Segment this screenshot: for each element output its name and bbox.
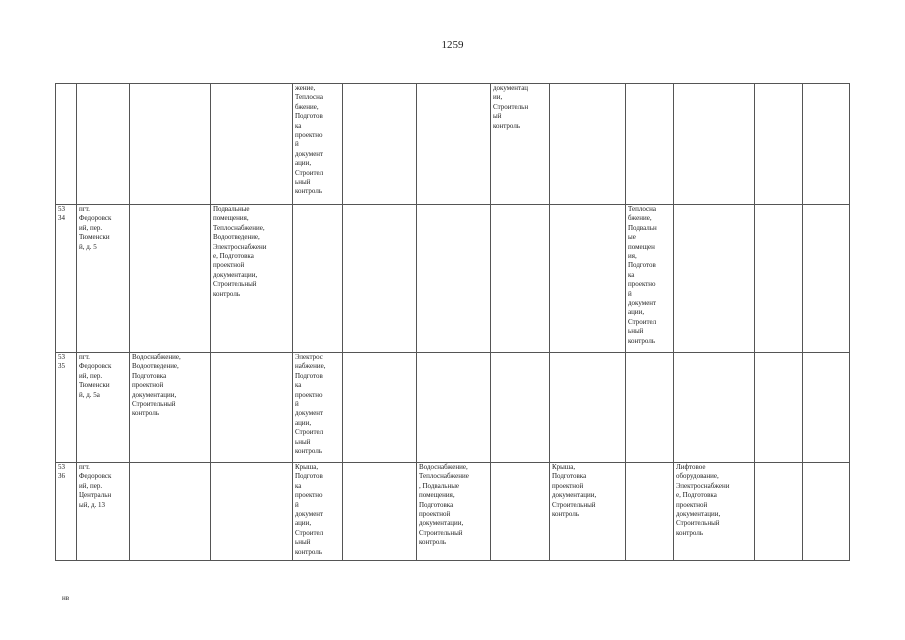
table-cell-col-8 (491, 463, 550, 561)
table-cell-col-11 (674, 84, 755, 205)
table-cell-col-8: документац ии, Строительн ый контроль (491, 84, 550, 205)
table-cell-col-12 (755, 353, 803, 463)
table-cell-col-5: Электрос набжение, Подготов ка проектно й документ ации, Строител ьный контроль (293, 353, 343, 463)
table-cell-col-12 (755, 463, 803, 561)
table-cell-col-3 (130, 463, 211, 561)
table-cell-col-13 (803, 463, 850, 561)
table-cell-col-8 (491, 353, 550, 463)
table-cell-col-12 (755, 205, 803, 353)
table-cell-row-number: 53 34 (56, 205, 77, 353)
table-cell-col-10 (626, 463, 674, 561)
table-cell-col-7 (417, 84, 491, 205)
table-row (56, 205, 850, 353)
table-cell-col-9 (550, 353, 626, 463)
table-cell-col-10: Теплосна бжение, Подвальн ые помещен ия, Подготов ка проектно й документ ации, Строител ьный контроль (626, 205, 674, 353)
table-cell-col-7 (417, 353, 491, 463)
table-cell-col-6 (343, 84, 417, 205)
table-cell-col-6 (343, 353, 417, 463)
table-cell-col-6 (343, 463, 417, 561)
table-cell-col-13 (803, 353, 850, 463)
table-cell-col-5: жение, Теплосна бжение, Подготов ка проектно й документ ации, Строител ьный контроль (293, 84, 343, 205)
table-cell-col-13 (803, 84, 850, 205)
table-cell-col-5: Крыша, Подготов ка проектно й документ ации, Строител ьный контроль (293, 463, 343, 561)
overhaul-program-table (55, 83, 850, 561)
table-cell-address (77, 84, 130, 205)
table-row (56, 84, 850, 205)
table-cell-col-12 (755, 84, 803, 205)
table-cell-address: пгт. Федоровск ий, пер. Центральн ый, д. 13 (77, 463, 130, 561)
table-cell-row-number: 53 35 (56, 353, 77, 463)
table-cell-col-9: Крыша, Подготовка проектной документации, Строительный контроль (550, 463, 626, 561)
footer-mark: нв (62, 594, 70, 602)
table-cell-col-4 (211, 353, 293, 463)
table-cell-col-7 (417, 205, 491, 353)
table-cell-col-11 (674, 353, 755, 463)
table-cell-col-9 (550, 84, 626, 205)
table-cell-address: пгт. Федоровск ий, пер. Тюменски й, д. 5а (77, 353, 130, 463)
table-cell-col-10 (626, 84, 674, 205)
table-cell-col-4 (211, 84, 293, 205)
table-body (56, 84, 850, 561)
table-cell-col-4: Подвальные помещения, Теплоснабжение, Водоотведение, Электроснабжени е, Подготовка проектной документации, Строительный контроль (211, 205, 293, 353)
table-cell-col-11 (674, 205, 755, 353)
table-cell-col-3 (130, 84, 211, 205)
table-cell-row-number: 53 36 (56, 463, 77, 561)
page-number: 1259 (441, 39, 464, 51)
table-row (56, 463, 850, 561)
table-cell-row-number (56, 84, 77, 205)
table-cell-col-3: Водоснабжение, Водоотведение, Подготовка проектной документации, Строительный контроль (130, 353, 211, 463)
table-cell-col-4 (211, 463, 293, 561)
table-cell-col-6 (343, 205, 417, 353)
table-cell-col-3 (130, 205, 211, 353)
table-cell-col-7: Водоснабжение, Теплоснабжение , Подвальные помещения, Подготовка проектной документации, Строительный контроль (417, 463, 491, 561)
table-cell-col-5 (293, 205, 343, 353)
table-row (56, 353, 850, 463)
table-cell-col-8 (491, 205, 550, 353)
table-cell-col-11: Лифтовое оборудование, Электроснабжени е, Подготовка проектной документации, Строительный контроль (674, 463, 755, 561)
table-cell-address: пгт. Федоровск ий, пер. Тюменски й, д. 5 (77, 205, 130, 353)
table-cell-col-9 (550, 205, 626, 353)
table-cell-col-13 (803, 205, 850, 353)
table-cell-col-10 (626, 353, 674, 463)
